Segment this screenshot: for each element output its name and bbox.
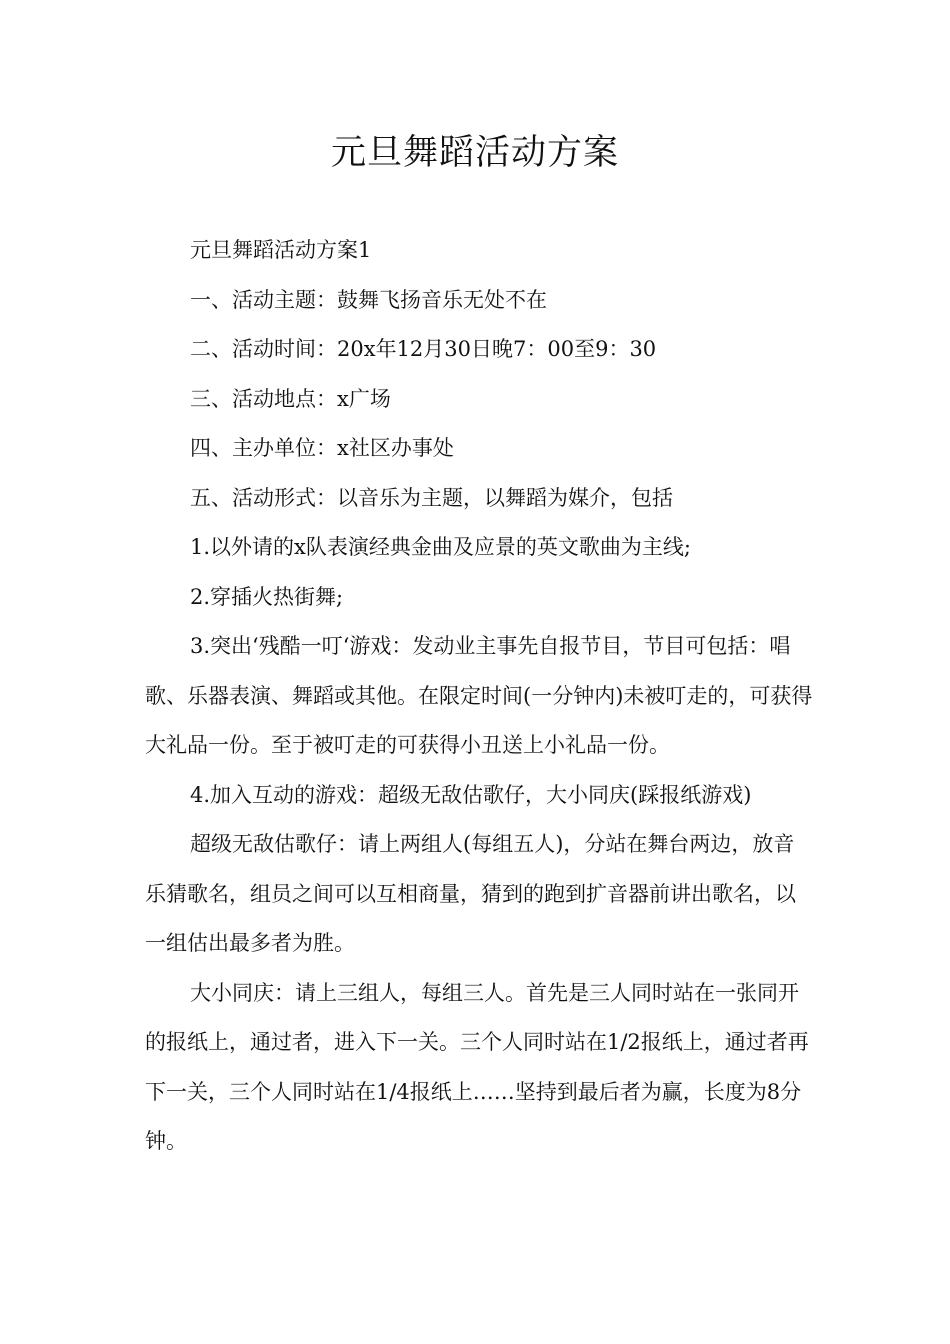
list-item-2: 2.穿插火热街舞; bbox=[190, 584, 344, 609]
document-title: 元旦舞蹈活动方案 bbox=[330, 133, 619, 173]
newspaper-game-paragraph: 大小同庆：请上三组人，每组三人。首先是三人同时站在一张同开的报纸上，通过者，进入下一关。三个人同时站在1/2报纸上，通过者再下一关，三个人同时站在1/4报纸上……坚持到最后者为赢，长度为8分钟。 bbox=[145, 980, 809, 1153]
format-paragraph: 五、活动形式：以音乐为主题，以舞蹈为媒介，包括 bbox=[190, 485, 673, 510]
time-paragraph: 二、活动时间：20x年12月30日晚7：00至9：30 bbox=[190, 337, 657, 361]
list-item-4: 4.加入互动的游戏：超级无敌估歌仔，大小同庆(踩报纸游戏) bbox=[190, 782, 752, 807]
location-paragraph: 三、活动地点：x广场 bbox=[190, 386, 391, 411]
guess-song-paragraph: 超级无敌估歌仔：请上两组人(每组五人)，分站在舞台两边，放音乐猜歌名，组员之间可以互相商量，猜到的跑到扩音器前讲出歌名，以一组估出最多者为胜。 bbox=[145, 832, 796, 955]
organizer-paragraph: 四、主办单位：x社区办事处 bbox=[190, 436, 454, 460]
subtitle-paragraph: 元旦舞蹈活动方案1 bbox=[190, 238, 372, 262]
list-item-1: 1.以外请的x队表演经典金曲及应景的英文歌曲为主线; bbox=[190, 535, 691, 559]
list-item-3: 3.突出‘残酷一叮‘游戏：发动业主事先自报节目，节目可包括：唱歌、乐器表演、舞蹈或其他。在限定时间(一分钟内)未被叮走的，可获得大礼品一份。至于被叮走的可获得小丑送上小礼品一份。 bbox=[145, 634, 813, 757]
document-body bbox=[145, 226, 815, 1167]
theme-paragraph: 一、活动主题：鼓舞飞扬音乐无处不在 bbox=[190, 287, 547, 312]
